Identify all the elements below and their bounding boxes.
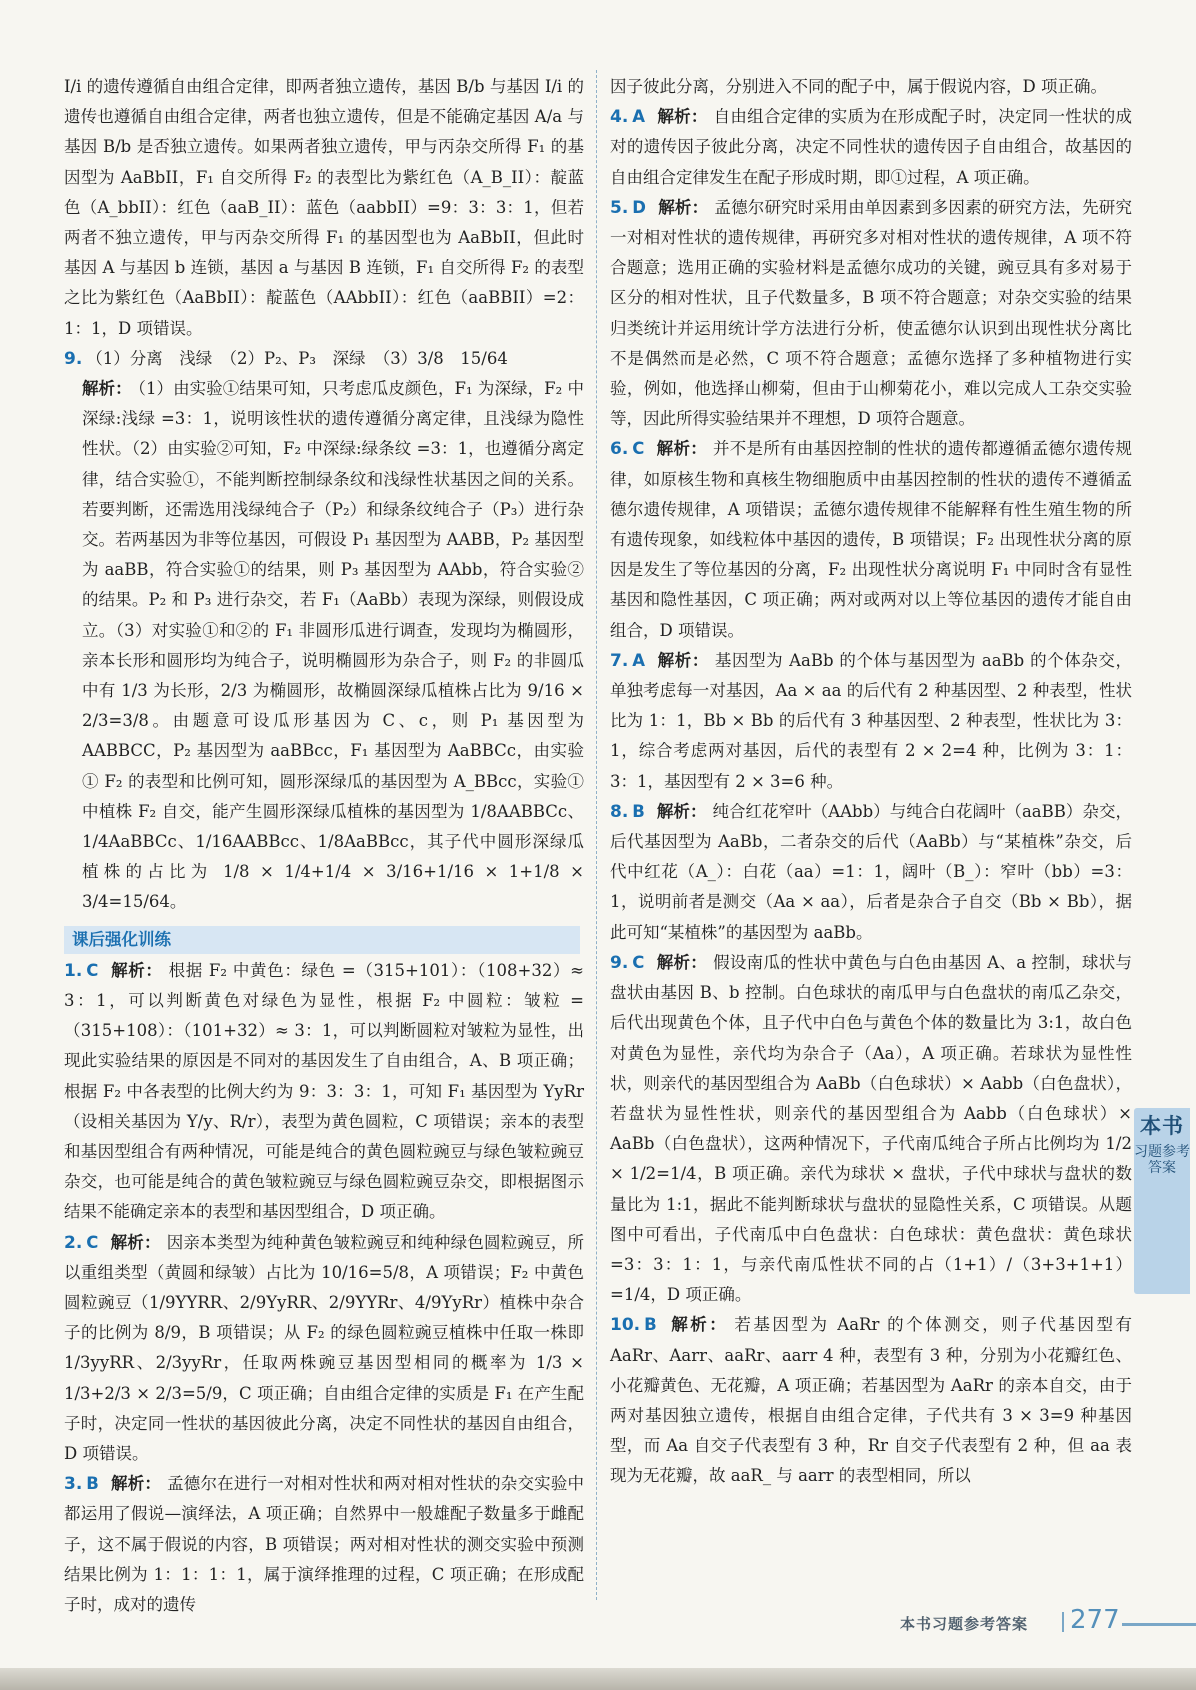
question-answer — [64, 956, 584, 1228]
question-number: 7. — [610, 650, 629, 671]
side-tab-subtitle: 习题参考答案 — [1134, 1144, 1190, 1176]
explanation-text: （1）由实验①结果可知，只考虑瓜皮颜色，F₁ 为深绿，F₂ 中深绿:浅绿 =3：1，说明该性状的遗传遵循分离定律，且浅绿为隐性性状。（2）由实验②可知，F₂ 中深绿:绿条纹 =3：1，也遵循分离定律，结合实验①，不能判断控制绿条纹和浅绿性状基因之间的关系。若要判断，还需选用浅绿纯合子（P₂）和绿条纹纯合子（P₃）进行杂交。若两基因为非等位基因，可假设 P₁ 基因型为 AABB，P₂ 基因型为 aaBB，符合实验①的结果，则 P₃ 基因型为 AAbb，符合实验②的结果。P₂ 和 P₃ 进行杂交，若 F₁（AaBb）表现为深绿，则假设成立。（3）对实验①和②的 F₁ 非圆形瓜进行调查，发现均为椭圆形，亲本长形和圆形均为纯合子，说明椭圆形为杂合子，则 F₂ 的非圆瓜中有 1/3 为长形，2/3 为椭圆形，故椭圆深绿瓜植株占比为 9/16 × 2/3=3/8。由题意可设瓜形基因为 C、c，则 P₁ 基因型为 AABBCC，P₂ 基因型为 aaBBcc，F₁ 基因型为 AaBBCc，由实验① F₂ 的表型和比例可知，圆形深绿瓜的基因型为 A_BBcc，实验①中植株 F₂ 自交，能产生圆形深绿瓜植株的基因型为 1/8AABBCc、1/4AaBBCc、1/16AABBcc、1/8AaBBcc，其子代中圆形深绿瓜植株的占比为 1/8 × 1/4+1/4 × 3/16+1/16 × 1+1/8 × 3/4=15/64。 — [82, 379, 584, 912]
explanation-label: 解析： — [658, 197, 709, 217]
answer-text: 孟德尔研究时采用由单因素到多因素的研究方法，先研究一对相对性状的遗传规律，再研究多对相对性状的遗传规律，A 项不符合题意；选用正确的实验材料是孟德尔成功的关键，豌豆具有多对易于区分的相对性状，且子代数量多，B 项不符合题意；对杂交实验的结果归类统计并运用统计学方法进行分析，使孟德尔认识到出现性状分离比不是偶然而是必然，C 项不符合题意；孟德尔选择了多种植物进行实验，例如，他选择山柳菊，但由于山柳菊花小，难以完成人工杂交实验等，因此所得实验结果并不理想，D 项符合题意。 — [610, 197, 1133, 429]
explanation-label: 解析： — [656, 439, 707, 459]
question-number: 2. — [64, 1232, 83, 1253]
question-answer — [64, 1228, 584, 1470]
question-number: 6. — [610, 439, 629, 460]
question-number: 9. — [610, 952, 629, 973]
answer-choice: B — [632, 801, 645, 821]
section-heading: 课后强化训练 — [64, 926, 580, 954]
question-number: 1. — [64, 960, 83, 981]
footer-rule — [1122, 1623, 1196, 1626]
question-answer — [610, 646, 1132, 797]
question-number: 5. — [610, 197, 629, 218]
answer-choice: B — [86, 1474, 99, 1494]
explanation-label: 解析： — [657, 107, 708, 127]
explanation-label: 解析： — [668, 1315, 729, 1335]
answer-paragraph: 因子彼此分离，分别进入不同的配子中，属于假说内容，D 项正确。 — [610, 77, 1107, 96]
question-number: 8. — [610, 801, 629, 822]
question-answer — [610, 797, 1132, 948]
answer-choice: A — [632, 650, 646, 670]
explanation-label: 解析： — [110, 960, 163, 980]
page-number: 277 — [1070, 1605, 1120, 1635]
right-column — [610, 72, 1132, 1492]
explanation-label: 解析： — [110, 1474, 162, 1494]
explanation-label: 解析： — [82, 379, 132, 399]
footer-separator — [1062, 1612, 1064, 1632]
question-answer — [610, 193, 1132, 435]
question-answer — [610, 1310, 1132, 1491]
side-tab — [1134, 1108, 1190, 1294]
answer-choice: B — [644, 1315, 657, 1335]
explanation-label: 解析： — [656, 952, 708, 972]
answer-choice: D — [632, 197, 646, 217]
answer-choice: A — [632, 107, 646, 127]
answer-text: 基因型为 AaBb 的个体与基因型为 aaBb 的个体杂交，单独考虑每一对基因，Aa × aa 的后代有 2 种基因型、2 种表型，性状比为 1：1，Bb × Bb 的后代有 3 种基因型、2 种表型，性状比为 3：1，综合考虑两对基因，后代的表型有 2 × 2=4 种，比例为 3：1：3：1，基因型有 2 × 3=6 种。 — [610, 650, 1132, 791]
question-answer — [64, 344, 584, 374]
question-number: 4. — [610, 107, 629, 128]
question-answer — [64, 1469, 584, 1620]
answer-text: 因亲本类型为纯种黄色皱粒豌豆和纯种绿色圆粒豌豆，所以重组类型（黄圆和绿皱）占比为 10/16=5/8，A 项错误；F₂ 中黄色圆粒豌豆（1/9YYRR、2/9YyRR、2/9YYRr、4/9YyRr）植株中杂合子的比例为 8/9，B 项错误；从 F₂ 的绿色圆粒豌豆植株中任取一株即 1/3yyRR、2/3yyRr，任取两株豌豆基因型相同的概率为 1/3 × 1/3+2/3 × 2/3=5/9，C 项正确；自由组合定律的实质是 F₁ 在产生配子时，决定同一性状的基因彼此分离，决定不同性状的基因自由组合，D 项错误。 — [64, 1232, 585, 1463]
answer-choice: C — [86, 960, 99, 980]
page-edge — [0, 1668, 1196, 1690]
question-answer — [610, 102, 1132, 193]
answer-text: 孟德尔在进行一对相对性状和两对相对性状的杂交实验中都运用了假说—演绎法，A 项正确；自然界中一般雄配子数量多于雌配子，这不属于假说的内容，B 项错误；两对相对性状的测交实验中预测结果比例为 1：1：1：1，属于演绎推理的过程，C 项正确；在形成配子时，成对的遗传 — [64, 1474, 585, 1614]
answer-text: 纯合红花窄叶（AAbb）与纯合白花阔叶（aaBB）杂交，后代基因型为 AaBb，二者杂交的后代（AaBb）与“某植株”杂交，后代中红花（A_）：白花（aa）=1：1，阔叶（B_）：窄叶（bb）=3：1，说明前者是测交（Aa × aa），后者是杂合子自交（Bb × Bb），据此可知“某植株”的基因型为 aaBb。 — [610, 801, 1132, 942]
answer-choice: C — [632, 439, 645, 459]
answer-choice: C — [632, 952, 645, 972]
answer-text: 自由组合定律的实质为在形成配子时，决定同一性状的成对的遗传因子彼此分离，决定不同性状的遗传因子自由组合，故基因的自由组合定律发生在配子形成时期，即①过程，A 项正确。 — [610, 107, 1133, 187]
explanation-label: 解析： — [110, 1232, 161, 1252]
question-answer — [610, 948, 1132, 1310]
left-column — [64, 72, 584, 1620]
side-tab-title: 本书 — [1140, 1114, 1184, 1138]
answer-text: 若基因型为 AaRr 的个体测交，则子代基因型有 AaRr、Aarr、aaRr、aarr 4 种，表型有 3 种，分别为小花瓣红色、小花瓣黄色、无花瓣，A 项正确；若基因型为 AaRr 的亲本自交，由于两对基因独立遗传，根据自由组合定律，子代共有 3 × 3=9 种基因型，而 Aa 自交子代表型有 3 种，Rr 自交子代表型有 2 种，但 aa 表现为无花瓣，故 aaR_ 与 aarr 的表型相同，所以 — [610, 1315, 1133, 1486]
answer-text: 假设南瓜的性状中黄色与白色由基因 A、a 控制，球状与盘状由基因 B、b 控制。白色球状的南瓜甲与白色盘状的南瓜乙杂交，后代出现黄色个体，且子代中白色与黄色个体的数量比为 3:1，故白色对黄色为显性，亲代均为杂合子（Aa），A 项正确。若球状为显性性状，则亲代的基因型组合为 AaBb（白色球状）× Aabb（白色盘状），若盘状为显性性状，则亲代的基因型组合为 Aabb（白色球状）× AaBb（白色盘状），这两种情况下，子代南瓜纯合子所占比例均为 1/2 × 1/2=1/4，B 项正确。亲代为球状 × 盘状，子代中球状与盘状的数量比为 1:1，据此不能判断球状与盘状的显隐性关系，C 项错误。从题图中可看出，子代南瓜中白色盘状：白色球状：黄色盘状：黄色球状 =3：3：1：1，与亲代南瓜性状不同的占（1+1）/（3+3+1+1）=1/4，D 项正确。 — [610, 952, 1132, 1305]
answer-text: 根据 F₂ 中黄色：绿色 =（315+101）：（108+32）≈ 3：1，可以判断黄色对绿色为显性，根据 F₂ 中圆粒：皱粒 =（315+108）：（101+32）≈ 3：1，可以判断圆粒对皱粒为显性，出现此实验结果的原因是不同对的基因发生了自由组合，A、B 项正确；根据 F₂ 中各表型的比例大约为 9：3：3：1，可知 F₁ 基因型为 YyRr（设相关基因为 Y/y、R/r），表型为黄色圆粒，C 项错误；亲本的表型和基因型组合有两种情况，可能是纯合的黄色圆粒豌豆与绿色皱粒豌豆杂交，也可能是纯合的黄色皱粒豌豆与绿色圆粒豌豆杂交，即根据图示结果不能确定亲本的表型和基因型组合，D 项正确。 — [64, 960, 585, 1222]
column-divider — [596, 70, 597, 1600]
footer-title: 本书习题参考答案 — [900, 1615, 1029, 1633]
question-number: 3. — [64, 1474, 83, 1495]
answer-text: （1）分离 浅绿 （2）P₂、P₃ 深绿 （3）3/8 15/64 — [86, 348, 508, 368]
question-number: 9. — [64, 348, 83, 369]
question-answer — [610, 434, 1132, 645]
page-footer — [900, 1605, 1190, 1635]
explanation-label: 解析： — [657, 650, 709, 670]
answer-paragraph: I/i 的遗传遵循自由组合定律，即两者独立遗传，基因 B/b 与基因 I/i 的遗传也遵循自由组合定律，两者也独立遗传，但是不能确定基因 A/a 与基因 B/b 是否独立遗传。如果两者独立遗传，甲与丙杂交所得 F₁ 的基因型为 AaBbII，F₁ 自交所得 F₂ 的表型比为紫红色（A_B_II）：靛蓝色（A_bbII）：红色（aaB_II）：蓝色（aabbII）=9：3：3：1，但若两者不独立遗传，甲与丙杂交所得 F₁ 的基因型也为 AaBbII，但此时基因 A 与基因 b 连锁，基因 a 与基因 B 连锁，F₁ 自交所得 F₂ 的表型之比为紫红色（AaBbII）：靛蓝色（AAbbII）：红色（aaBBII）=2：1：1，D 项错误。 — [64, 77, 584, 338]
answer-text: 并不是所有由基因控制的性状的遗传都遵循孟德尔遗传规律，如原核生物和真核生物细胞质中由基因控制的性状的遗传不遵循孟德尔遗传规律，A 项错误；孟德尔遗传规律不能解释有性生殖生物的所有遗传现象，如线粒体中基因的遗传，B 项错误；F₂ 出现性状分离的原因是发生了等位基因的分离，F₂ 出现性状分离说明 F₁ 中同时含有显性基因和隐性基因，C 项正确；两对或两对以上等位基因的遗传才能自由组合，D 项错误。 — [610, 439, 1133, 640]
question-number: 10. — [610, 1315, 641, 1336]
explanation-label: 解析： — [656, 801, 707, 821]
explanation-paragraph — [64, 374, 584, 918]
answer-choice: C — [86, 1232, 99, 1252]
